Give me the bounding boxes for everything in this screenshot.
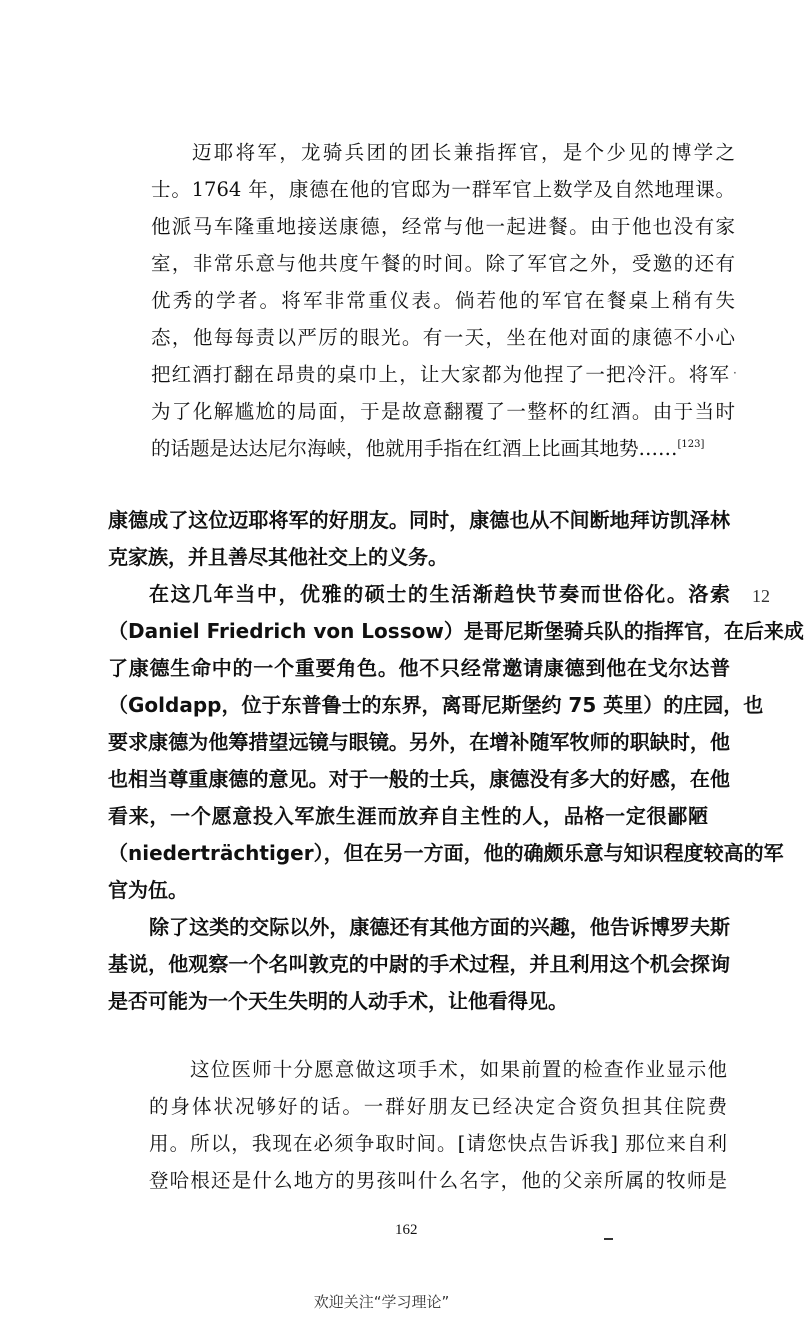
body-line: 了康德生命中的一个重要角色。他不只经常邀请康德到他在戈尔达普 [108, 656, 730, 680]
body-line: 康德成了这位迈耶将军的好朋友。同时，康德也从不间断地拜访凯泽林 [108, 508, 730, 532]
quote-line: 登哈根还是什么地方的男孩叫什么名字，他的父亲所属的牧师是 [149, 1169, 727, 1192]
body-line: 也相当尊重康德的意见。对于一般的士兵，康德没有多大的好感，在他 [108, 767, 730, 791]
body-line: 除了这类的交际以外，康德还有其他方面的兴趣，他告诉博罗夫斯 [149, 915, 730, 939]
body-line: 基说，他观察一个名叫敦克的中尉的手术过程，并且利用这个机会探询 [108, 952, 730, 976]
quote-line-last [151, 437, 704, 461]
body-line: 是否可能为一个天生失明的人动手术，让他看得见。 [108, 989, 568, 1013]
body-line: 克家族，并且善尽其他社交上的义务。 [108, 545, 448, 569]
scan-dot: · [733, 366, 737, 380]
body-line: （Goldapp，位于东普鲁士的东界，离哥尼斯堡约 75 英里）的庄园，也 [108, 693, 764, 717]
quote-line: 把红酒打翻在昂贵的桌巾上，让大家都为他捏了一把冷汗。将军 [151, 363, 729, 386]
quote-line: 的身体状况够好的话。一群好朋友已经决定合资负担其住院费 [149, 1095, 727, 1118]
footnote-marker: [123] [677, 439, 705, 450]
body-line: 官为伍。 [108, 878, 188, 902]
quote-line: 为了化解尴尬的局面，于是故意翻覆了一整杯的红酒。由于当时 [151, 400, 735, 423]
body-line: （niederträchtiger），但在另一方面，他的确颇乐意与知识程度较高的军 [108, 841, 784, 865]
quote-line: 士。1764 年，康德在他的官邸为一群军官上数学及自然地理课。 [151, 178, 735, 201]
quote-line: 迈耶将军，龙骑兵团的团长兼指挥官，是个少见的博学之 [192, 141, 735, 164]
quote-line: 优秀的学者。将军非常重仪表。倘若他的军官在餐桌上稍有失 [151, 289, 735, 312]
scan-dash [604, 1238, 613, 1240]
quote-text: 的话题是达达尼尔海峡，他就用手指在红酒上比画其地势…… [151, 437, 678, 460]
quote-line: 室，非常乐意与他共度午餐的时间。除了军官之外，受邀的还有 [151, 252, 735, 275]
margin-fragment: 12 [752, 586, 770, 606]
body-line: 在这几年当中，优雅的硕士的生活渐趋快节奏而世俗化。洛索 [149, 582, 730, 606]
page-number: 162 [395, 1222, 418, 1238]
quote-line: 他派马车隆重地接送康德，经常与他一起进餐。由于他也没有家 [151, 215, 735, 238]
body-line: 看来，一个愿意投入军旅生涯而放弃自主性的人，品格一定很鄙陋 [108, 804, 708, 828]
quote-line: 态，他每每责以严厉的眼光。有一天，坐在他对面的康德不小心 [151, 326, 735, 349]
body-line: 要求康德为他筹措望远镜与眼镜。另外，在增补随军牧师的职缺时，他 [108, 730, 730, 754]
quote-line: 这位医师十分愿意做这项手术，如果前置的检查作业显示他 [190, 1058, 727, 1081]
quote-line: 用。所以，我现在必须争取时间。[请您快点告诉我] 那位来自利 [149, 1132, 727, 1155]
footer-watermark-text: 欢迎关注“学习理论” [313, 1293, 450, 1311]
body-line: （Daniel Friedrich von Lossow）是哥尼斯堡骑兵队的指挥官，在后来成 [108, 619, 804, 643]
